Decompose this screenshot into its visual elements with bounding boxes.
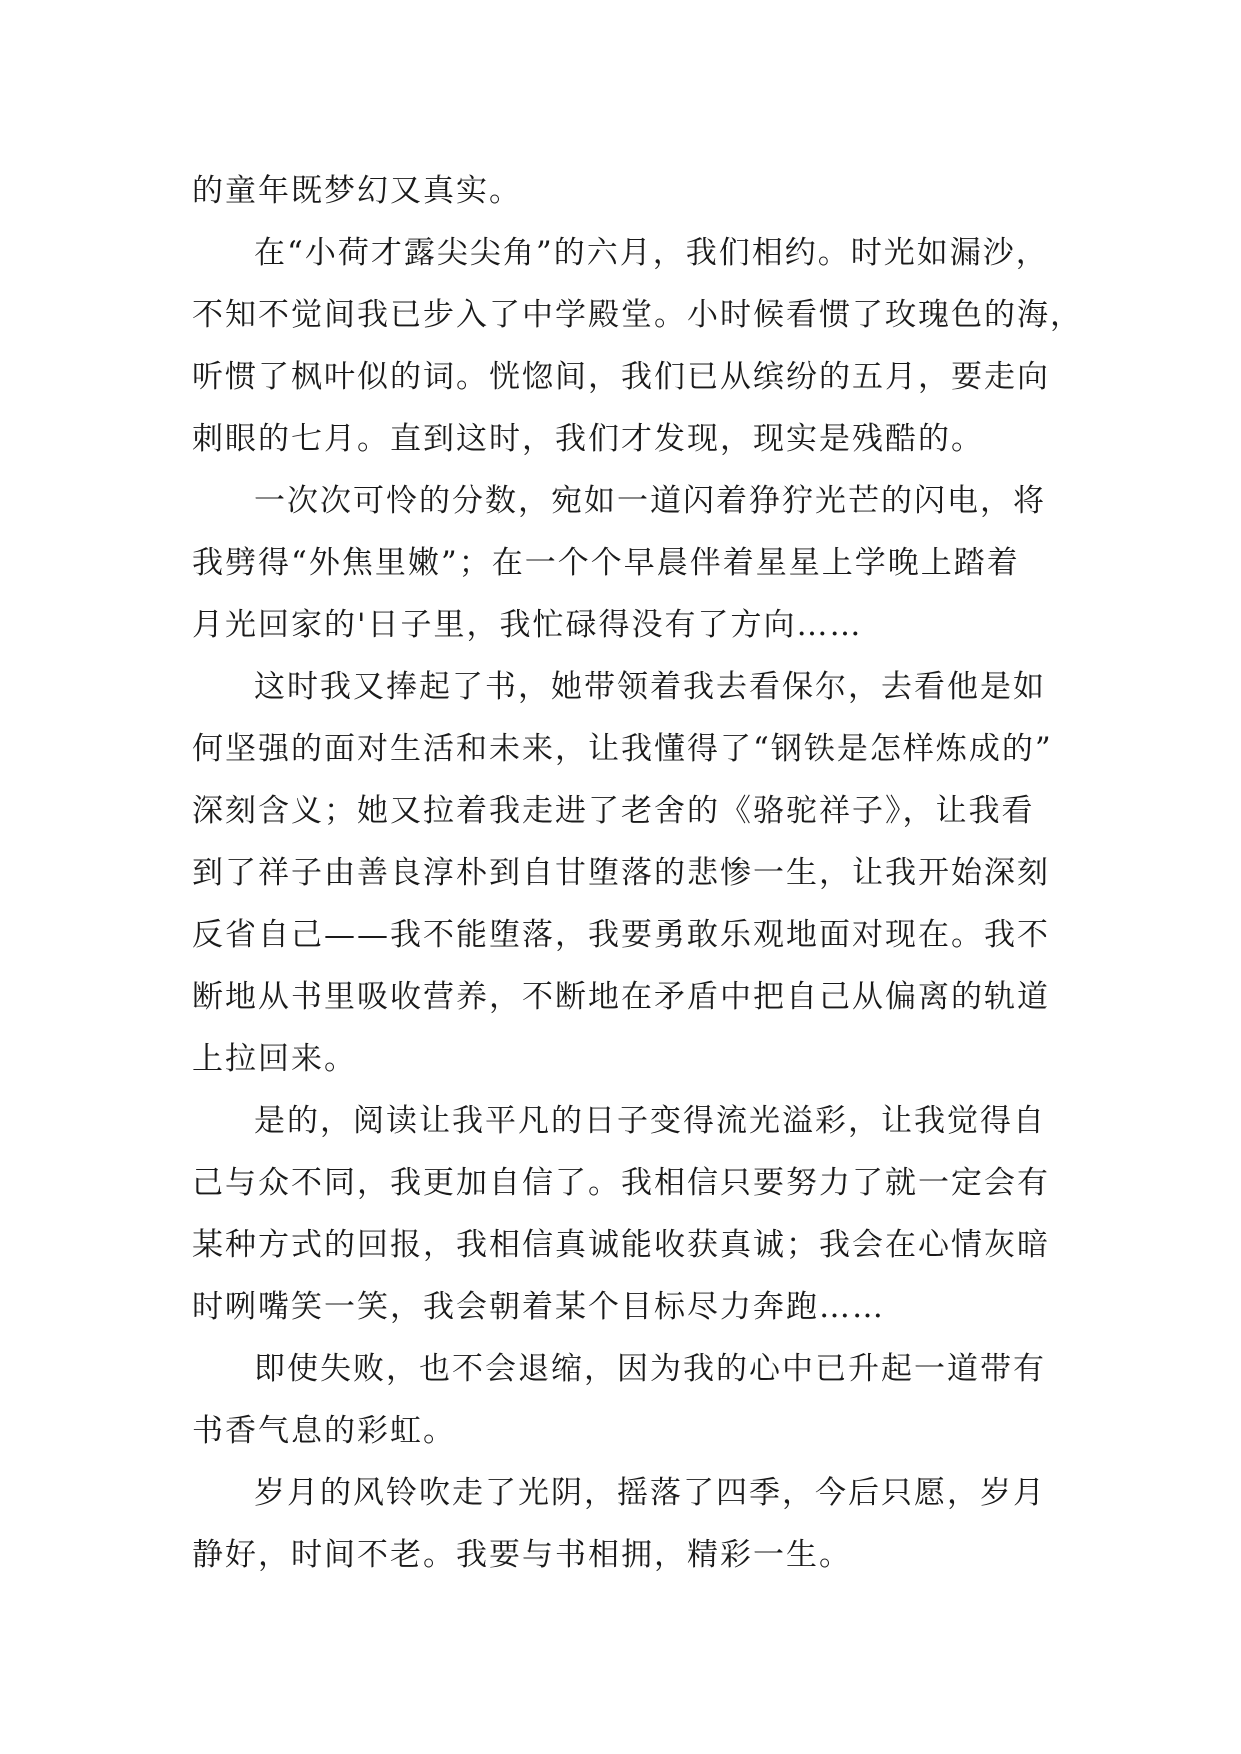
text-line: 听惯了枫叶似的词。恍惚间，我们已从缤纷的五月，要走向 [192, 359, 1050, 395]
text-line: 的童年既梦幻又真实。 [192, 173, 522, 209]
text-line: 断地从书里吸收营养，不断地在矛盾中把自己从偏离的轨道 [192, 979, 1050, 1015]
text-line: 我劈得“外焦里嫩”；在一个个早晨伴着星星上学晚上踏着 [192, 545, 1020, 581]
paragraph-start-line: 这时我又捧起了书，她带领着我去看保尔，去看他是如 [254, 669, 1046, 705]
text-line: 反省自己——我不能堕落，我要勇敢乐观地面对现在。我不 [192, 917, 1050, 953]
text-line: 上拉回来。 [192, 1041, 357, 1077]
text-line: 时咧嘴笑一笑，我会朝着某个目标尽力奔跑…… [192, 1289, 885, 1325]
paragraph-start-line: 是的，阅读让我平凡的日子变得流光溢彩，让我觉得自 [254, 1103, 1046, 1139]
paragraph-start-line: 岁月的风铃吹走了光阴，摇落了四季，今后只愿，岁月 [254, 1475, 1046, 1511]
text-line: 不知不觉间我已步入了中学殿堂。小时候看惯了玫瑰色的海， [192, 297, 1083, 333]
text-line: 深刻含义；她又拉着我走进了老舍的《骆驼祥子》，让我看 [192, 793, 1035, 829]
text-line: 书香气息的彩虹。 [192, 1413, 456, 1449]
text-line: 月光回家的'日子里，我忙碌得没有了方向…… [192, 607, 863, 643]
paragraph-start-line: 在“小荷才露尖尖角”的六月，我们相约。时光如漏沙， [254, 235, 1049, 271]
text-line: 静好，时间不老。我要与书相拥，精彩一生。 [192, 1537, 852, 1573]
paragraph-start-line: 即使失败，也不会退缩，因为我的心中已升起一道带有 [254, 1351, 1046, 1387]
paragraph-start-line: 一次次可怜的分数，宛如一道闪着狰狞光芒的闪电，将 [254, 483, 1046, 519]
text-line: 己与众不同，我更加自信了。我相信只要努力了就一定会有 [192, 1165, 1050, 1201]
text-line: 到了祥子由善良淳朴到自甘堕落的悲惨一生，让我开始深刻 [192, 855, 1050, 891]
text-line: 何坚强的面对生活和未来，让我懂得了“钢铁是怎样炼成的” [192, 731, 1053, 767]
document-body [192, 160, 1092, 1586]
text-line: 刺眼的七月。直到这时，我们才发现，现实是残酷的。 [192, 421, 984, 457]
text-line: 某种方式的回报，我相信真诚能收获真诚；我会在心情灰暗 [192, 1227, 1050, 1263]
